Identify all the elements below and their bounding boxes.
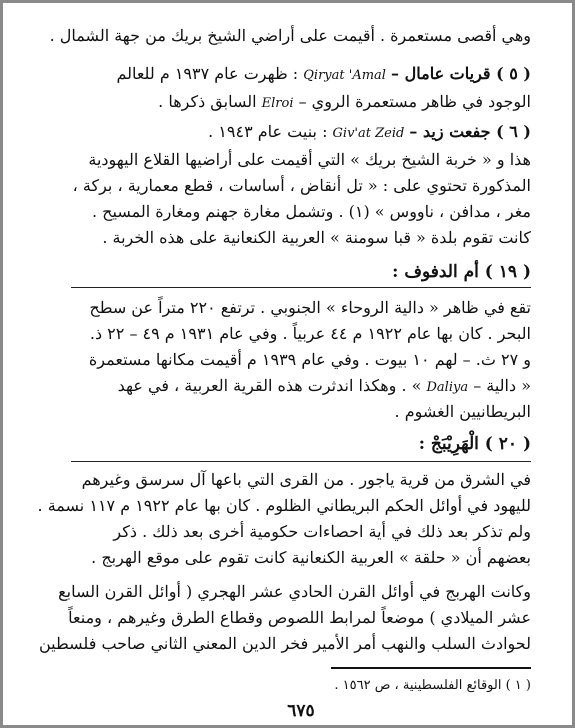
latin-name: Elroi: [261, 96, 294, 111]
text-line: المذكورة تحتوي على : « تل أنقاض ، أساسات ، قطع معمارية ، بركة ،: [72, 176, 531, 195]
latin-name: Qiryat 'Amal: [303, 68, 386, 83]
text-line: تقع في ظاهر « دالية الروحاء » الجنوبي . ترتفع ٢٢٠ متراً عن سطح: [89, 298, 531, 317]
text-line: كانت تقوم بلدة « قبا سومنة » العربية الكنعانية على هذه الخربة .: [102, 228, 531, 247]
text-line: ولم تذكر بعد ذلك في أية احصاءات حكومية أخرى بعد ذلك . ذكر: [113, 522, 531, 541]
text-line: البحر . كان بها عام ١٩٢٢ م ٤٤ عربياً . وفي عام ١٩٣١ م ٤٩ – ٢٢ ذ.: [89, 324, 531, 343]
text-fragment: : بنيت عام ١٩٤٣ .: [208, 122, 328, 141]
divider: [71, 461, 531, 462]
text-line: بعضهم أن « حلقة » العربية الكنعانية كانت تقوم على موقع الهربج .: [91, 548, 531, 567]
page-number: ٦٧٥: [287, 701, 315, 721]
text-line: وهي أقصى مستعمرة . أقيمت على أراضي الشيخ بريك من جهة الشمال .: [49, 26, 531, 45]
text-line: هذا و « خربة الشيخ بريك » التي أقيمت على أراضيها القلاع اليهودية: [88, 150, 531, 169]
text-line: في الشرق من قرية ياجور . من القرى التي باعها آل سرسق وغيرهم: [81, 470, 531, 489]
text-line: عشر الميلادي ) موضعاً لمرابط اللصوص وقطاع الطرق وغيرهم ، ومنعاً: [68, 608, 531, 627]
subentry-line: [71, 61, 531, 87]
text-line: وكانت الهربج في أوائل القرن الحادي عشر الهجري ( أوائل القرن السابع: [58, 582, 531, 601]
footnote-rule: [331, 667, 531, 669]
text-fragment: » . وهكذا اندثرت هذه القرية العربية ، في عهد: [117, 376, 422, 395]
text-line: [71, 373, 531, 399]
text-fragment: السابق ذكرها .: [158, 92, 257, 111]
subentry-heading: ( ٦ ) جفعت زيد –: [409, 122, 531, 141]
divider: [71, 287, 531, 288]
text-fragment: : ظهرت عام ١٩٣٧ م للعالم: [116, 64, 299, 83]
text-fragment: « دالية –: [473, 376, 531, 395]
text-line: مغر ، مدافن ، ناووس » (١) . وتشمل مغارة جهنم ومغارة المسيح .: [92, 202, 531, 221]
subentry-heading: ( ٥ ) قريات عامال –: [391, 64, 531, 83]
text-line: لليهود في أوائل الحكم البريطاني الظلوم . كان بها عام ١٩٢٢ م ١١٧ نسمة .: [37, 496, 531, 515]
book-page: [37, 3, 531, 725]
text-fragment: الوجود في ظاهر مستعمرة الروي –: [298, 92, 531, 111]
section-heading-19: ( ١٩ ) أم الدفوف :: [392, 262, 531, 282]
latin-name: Giv'at Zeid: [332, 126, 405, 141]
text-line: و ٢٧ ث. – لهم ١٠ بيوت . وفي عام ١٩٣٩ م أقيمت مكانها مستعمرة: [88, 350, 531, 369]
text-line: [71, 89, 531, 115]
footnote: ( ١ ) الوقائع الفلسطينية ، ص ١٥٦٢ .: [334, 678, 531, 693]
text-line: لحوادث السلب والنهب أمر الأمير فخر الدين المعني الثاني صاحب فلسطين: [39, 634, 531, 653]
text-line: البريطانيين الغشوم .: [394, 402, 531, 421]
subentry-line: [71, 119, 531, 145]
latin-name: Daliya: [426, 380, 469, 395]
section-heading-20: ( ٢٠ ) الْهَرِيْبَجْ :: [418, 434, 531, 454]
